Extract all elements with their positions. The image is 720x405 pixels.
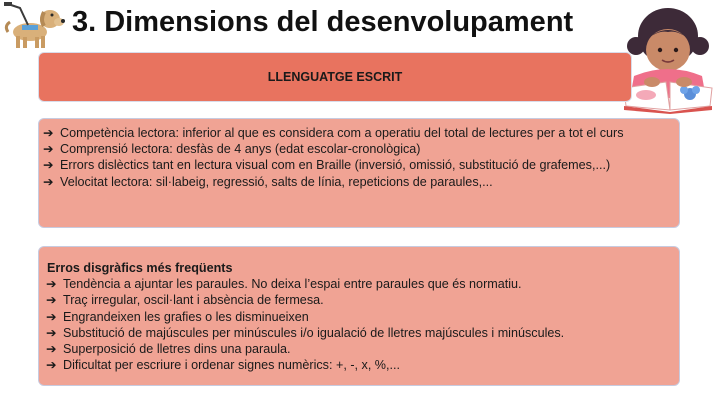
list-item: ➔ Comprensió lectora: desfàs de 4 anys (edat escolar-cronològica) (43, 142, 421, 157)
section-header (38, 52, 632, 102)
list-item: ➔ Dificultat per escriure i ordenar signes numèrics: +, -, x, %,... (46, 358, 401, 373)
right-arrow-icon: ➔ (46, 325, 57, 340)
list-item: ➔ Traç irregular, oscil·lant i absència de fermesa. (46, 293, 324, 308)
list-item: ➔ Errors dislèctics tant en lectura visual com en Braille (inversió, omissió, substitució de grafemes,...) (43, 158, 611, 173)
dysgraphia-errors-box (38, 246, 680, 386)
box-heading: Erros disgràfics més freqüents (47, 261, 233, 275)
girl-reading-illustration (618, 2, 718, 114)
list-item: ➔ Substitució de majúscules per minúscules i/o igualació de lletres majúscules i minúscules. (46, 325, 565, 340)
section-header-label: LLENGUATGE ESCRIT (267, 70, 403, 84)
reading-issues-box (38, 118, 680, 228)
right-arrow-icon: ➔ (46, 277, 57, 292)
right-arrow-icon: ➔ (46, 309, 57, 324)
right-arrow-icon: ➔ (46, 293, 57, 308)
right-arrow-icon: ➔ (43, 126, 54, 140)
list-item: ➔ Superposició de lletres dins una paraula. (46, 342, 291, 357)
list-item: ➔ Velocitat lectora: sil·labeig, regressió, salts de línia, repeticions de paraules,... (43, 174, 493, 189)
list-item: ➔ Competència lectora: inferior al que es considera com a operatiu del total de lectures per a tot el curs (43, 126, 624, 140)
right-arrow-icon: ➔ (43, 142, 54, 157)
list-item: ➔ Engrandeixen les grafies o les disminueixen (46, 309, 309, 324)
list-item: ➔ Tendència a ajuntar les paraules. No deixa l’espai entre paraules que és normatiu. (46, 277, 522, 292)
right-arrow-icon: ➔ (43, 174, 54, 189)
dysgraphia-errors-list (46, 276, 671, 373)
page-title: 3. Dimensions del desenvolupament (72, 6, 574, 38)
right-arrow-icon: ➔ (43, 158, 54, 173)
reading-issues-list (43, 125, 671, 190)
guide-dog-icon (2, 2, 68, 50)
right-arrow-icon: ➔ (46, 342, 57, 357)
right-arrow-icon: ➔ (46, 358, 57, 373)
